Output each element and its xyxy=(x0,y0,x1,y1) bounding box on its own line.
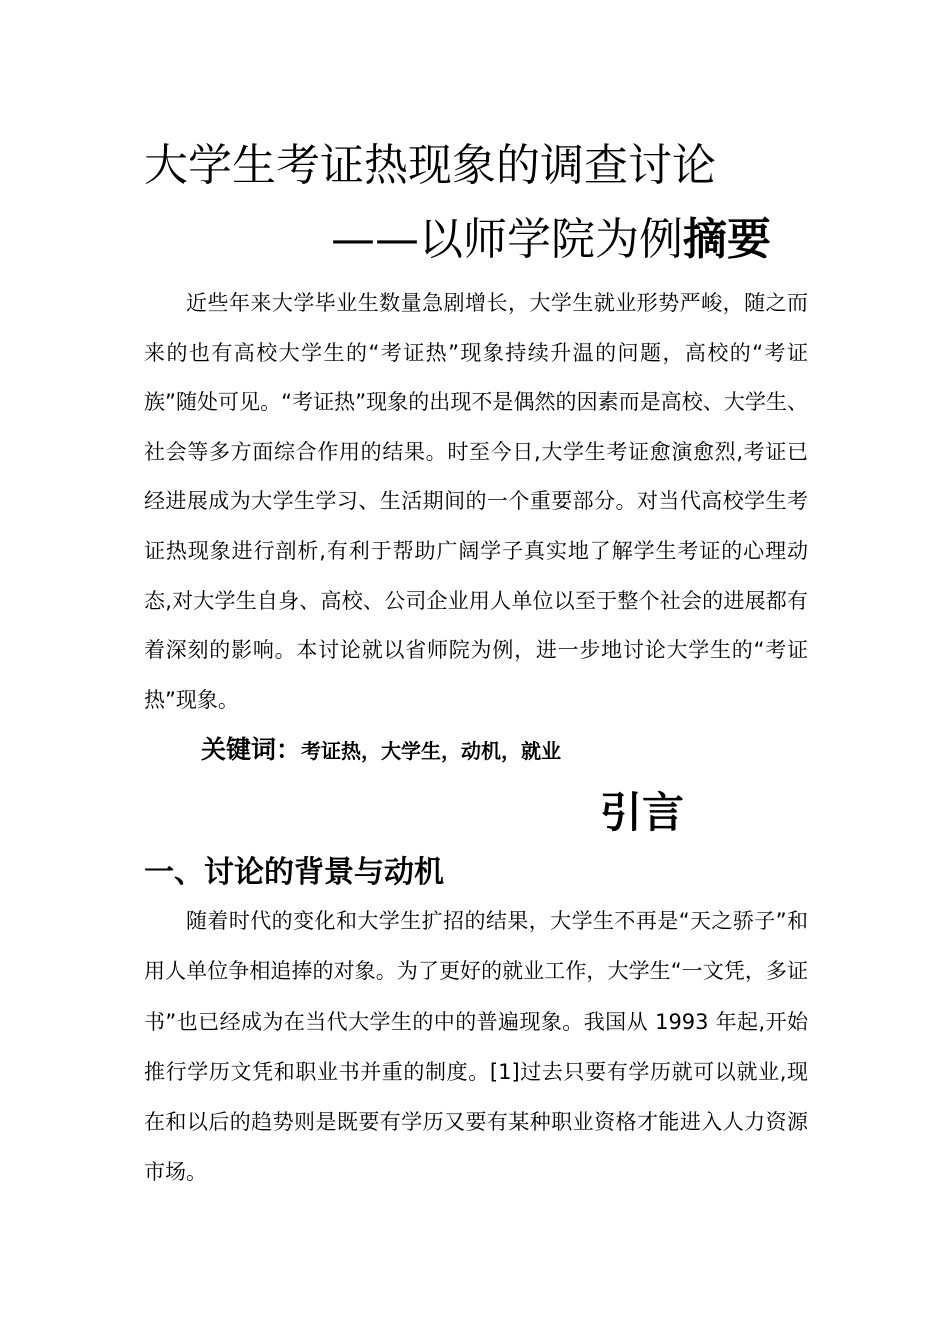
keywords-label: 关键词： xyxy=(201,735,302,764)
keywords-values: 考证热，大学生，动机，就业 xyxy=(301,739,562,763)
document-subtitle-line xyxy=(331,210,771,270)
section-paragraph: 随着时代的变化和大学生扩招的结果，大学生不再是“天之骄子”和用人单位争相追捧的对象。为了更好的就业工作，大学生“一文凭，多证书”也已经成为在当代大学生的中的普遍现象。我国从 1993 年起,开始推行学历文凭和职业书并重的制度。[1]过去只要有学历就可以就业,现在和以后的趋势则是既要有学历又要有某种职业资格才能进入人力资源市场。 xyxy=(144,909,808,1185)
abstract-paragraph: 近些年来大学毕业生数量急剧增长，大学生就业形势严峻，随之而来的也有高校大学生的“考证热”现象持续升温的问题，高校的“考证族”随处可见。“考证热”现象的出现不是偶然的因素而是高校、大学生、社会等多方面综合作用的结果。时至今日,大学生考证愈演愈烈,考证已经进展成为大学生学习、生活期间的一个重要部分。对当代高校学生考证热现象进行剖析,有利于帮助广阔学子真实地了解学生考证的心理动态,对大学生自身、高校、公司企业用人单位以至于整个社会的进展都有着深刻的影响。本讨论就以省师院为例，进一步地讨论大学生的“考证热”现象。 xyxy=(144,291,808,712)
section-heading: 一、讨论的背景与动机 xyxy=(144,855,444,890)
abstract-heading: 摘要 xyxy=(683,214,771,265)
keywords-line xyxy=(201,728,561,773)
introduction-heading: 引言 xyxy=(600,788,685,837)
document-subtitle: ——以师学院为例 xyxy=(331,214,683,265)
document-title: 大学生考证热现象的调查讨论 xyxy=(144,140,716,191)
